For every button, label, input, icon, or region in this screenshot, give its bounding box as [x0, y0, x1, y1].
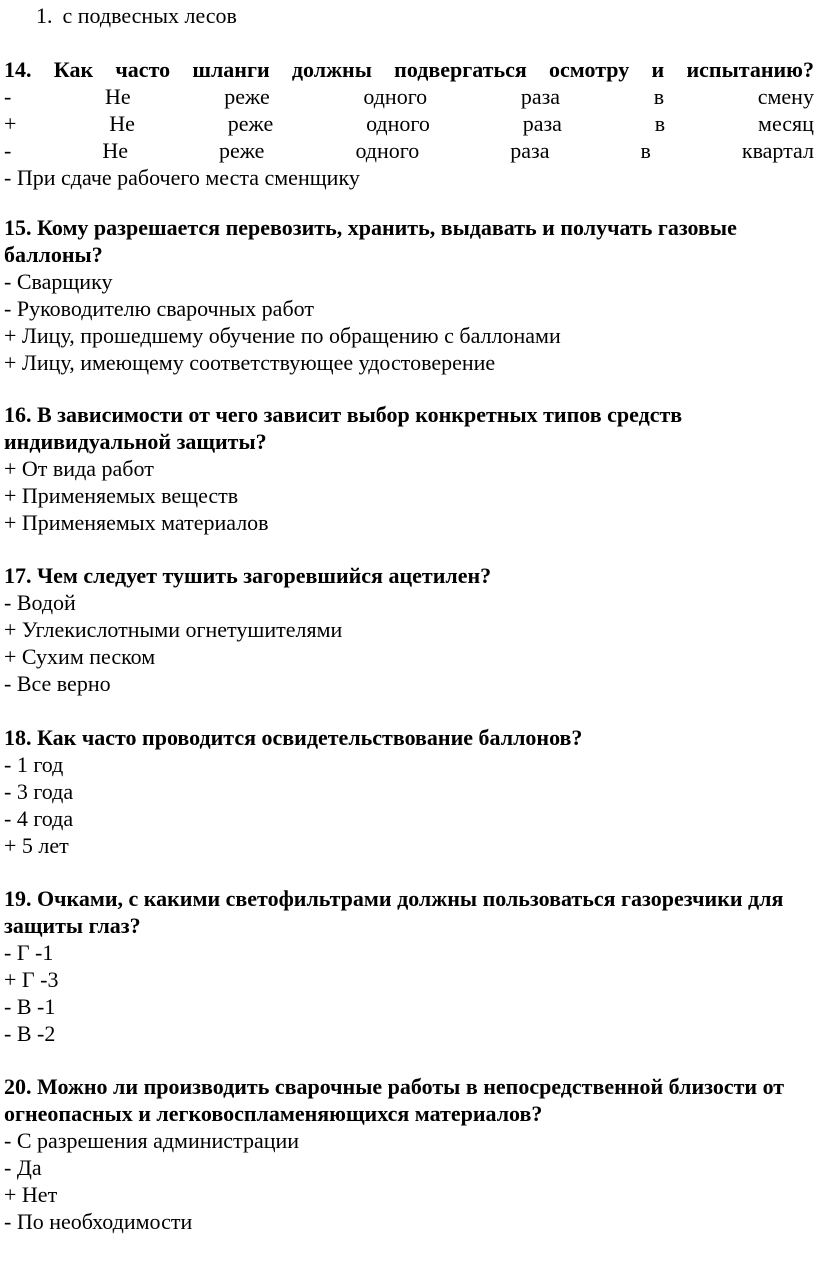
answer-option	[4, 83, 814, 110]
list-item-intro	[36, 2, 237, 29]
answer-text: 5 лет	[21, 833, 69, 858]
question-title: 17. Чем следует тушить загоревшийся ацетилен?	[4, 563, 492, 588]
answer-text: 3 года	[16, 779, 74, 804]
answer-word: в	[654, 111, 666, 136]
question-title: 16. В зависимости от чего зависит выбор конкретных типов средств индивидуальной защиты?	[4, 402, 683, 454]
answer-option	[4, 1154, 814, 1181]
answer-mark: +	[4, 644, 17, 669]
answer-mark: -	[4, 165, 12, 190]
answer-mark: -	[4, 84, 12, 109]
answer-text: 1 год	[16, 752, 64, 777]
question-19	[4, 885, 814, 1047]
answer-text: Углекислотными огнетушителями	[21, 617, 343, 642]
answer-option	[4, 110, 814, 137]
answer-mark: -	[4, 752, 12, 777]
answer-word: одного	[355, 138, 420, 163]
question-14	[4, 56, 814, 191]
answer-text: Водой	[16, 590, 76, 615]
answer-text: Все верно	[16, 671, 111, 696]
answer-text: Сухим песком	[21, 644, 156, 669]
answer-option	[4, 616, 814, 643]
answer-option	[4, 589, 814, 616]
question-15	[4, 214, 814, 376]
answer-text: Лицу, прошедшему обучение по обращению с баллонами	[21, 323, 561, 348]
answer-mark: -	[4, 671, 12, 696]
answer-option	[4, 670, 814, 697]
answer-option	[4, 1127, 814, 1154]
answer-mark: -	[4, 940, 12, 965]
answer-mark: +	[4, 111, 17, 136]
answer-text: Применяемых веществ	[21, 483, 239, 508]
answer-word: квартал	[741, 138, 814, 163]
answer-text: Нет	[21, 1182, 58, 1207]
answer-word: Не	[109, 111, 135, 136]
answer-word: раза	[522, 111, 562, 136]
answer-mark: +	[4, 323, 17, 348]
answer-text: Сварщику	[16, 269, 113, 294]
answer-word: месяц	[758, 111, 814, 136]
answer-mark: -	[4, 296, 12, 321]
answer-option	[4, 832, 814, 859]
answer-option	[4, 1020, 814, 1047]
answer-text: В -2	[16, 1021, 56, 1046]
question-20	[4, 1073, 814, 1235]
answer-mark: -	[4, 994, 12, 1019]
answer-word: смену	[757, 84, 814, 109]
answer-mark: +	[4, 456, 17, 481]
answer-mark: +	[4, 967, 17, 992]
answer-word: в	[640, 138, 651, 163]
answer-option	[4, 939, 814, 966]
answer-text: Г -3	[21, 967, 59, 992]
answer-option	[4, 778, 814, 805]
answer-option	[4, 509, 814, 536]
answer-text: По необходимости	[16, 1209, 193, 1234]
answer-word: одного	[366, 111, 430, 136]
answer-text: От вида работ	[21, 456, 154, 481]
answer-mark: -	[4, 779, 12, 804]
answer-option	[4, 349, 814, 376]
question-16	[4, 401, 814, 536]
answer-option	[4, 137, 814, 164]
answer-word: Не	[104, 84, 131, 109]
question-title: 19. Очками, с какими светофильтрами должны пользоваться газорезчики для защиты глаз?	[4, 886, 784, 938]
answer-text: С разрешения администрации	[16, 1128, 300, 1153]
answer-text: Применяемых материалов	[21, 510, 269, 535]
question-title: 18. Как часто проводится освидетельствование баллонов?	[4, 725, 583, 750]
answer-option	[4, 805, 814, 832]
answer-mark: -	[4, 806, 12, 831]
answer-text: 4 года	[16, 806, 74, 831]
answer-word: реже	[224, 84, 270, 109]
answer-option	[4, 455, 814, 482]
answer-word: раза	[520, 84, 561, 109]
answer-mark: -	[4, 1155, 12, 1180]
question-18	[4, 724, 814, 859]
answer-word: Не	[102, 138, 128, 163]
answer-option	[4, 268, 814, 295]
answer-word: одного	[363, 84, 428, 109]
question-title: 15. Кому разрешается перевозить, хранить, выдавать и получать газовые баллоны?	[4, 215, 737, 267]
answer-option	[4, 993, 814, 1020]
answer-mark: +	[4, 510, 17, 535]
answer-option	[4, 1208, 814, 1235]
answer-text: Да	[16, 1155, 42, 1180]
answer-option	[4, 643, 814, 670]
answer-mark: +	[4, 833, 17, 858]
answer-mark: -	[4, 138, 12, 163]
answer-text: Г -1	[16, 940, 54, 965]
answer-mark: -	[4, 1021, 12, 1046]
question-title: 14. Как часто шланги должны подвергаться осмотру и испытанию?	[4, 57, 814, 82]
answer-text: Руководителю сварочных работ	[16, 296, 314, 321]
answer-mark: -	[4, 590, 12, 615]
question-title: 20. Можно ли производить сварочные работы в непосредственной близости от огнеопасных и легковоспламеняющихся материалов?	[4, 1074, 785, 1126]
question-17	[4, 562, 814, 697]
answer-word: реже	[227, 111, 274, 136]
answer-text: Лицу, имеющему соответствующее удостоверение	[21, 350, 496, 375]
answer-option	[4, 295, 814, 322]
answer-mark: -	[4, 1209, 12, 1234]
answer-mark: +	[4, 1182, 17, 1207]
answer-option	[4, 1181, 814, 1208]
answer-option	[4, 482, 814, 509]
answer-word: раза	[510, 138, 550, 163]
answer-word: реже	[218, 138, 265, 163]
answer-mark: +	[4, 483, 17, 508]
answer-mark: +	[4, 350, 17, 375]
answer-option	[4, 751, 814, 778]
answer-option	[4, 164, 814, 191]
answer-mark: -	[4, 269, 12, 294]
answer-text: При сдаче рабочего места сменщику	[16, 165, 360, 190]
answer-text: В -1	[16, 994, 56, 1019]
answer-option	[4, 322, 814, 349]
answer-word: в	[653, 84, 665, 109]
list-item-text: с подвесных лесов	[62, 3, 237, 28]
answer-mark: +	[4, 617, 17, 642]
answer-mark: -	[4, 1128, 12, 1153]
answer-option	[4, 966, 814, 993]
list-number: 1.	[36, 3, 53, 28]
